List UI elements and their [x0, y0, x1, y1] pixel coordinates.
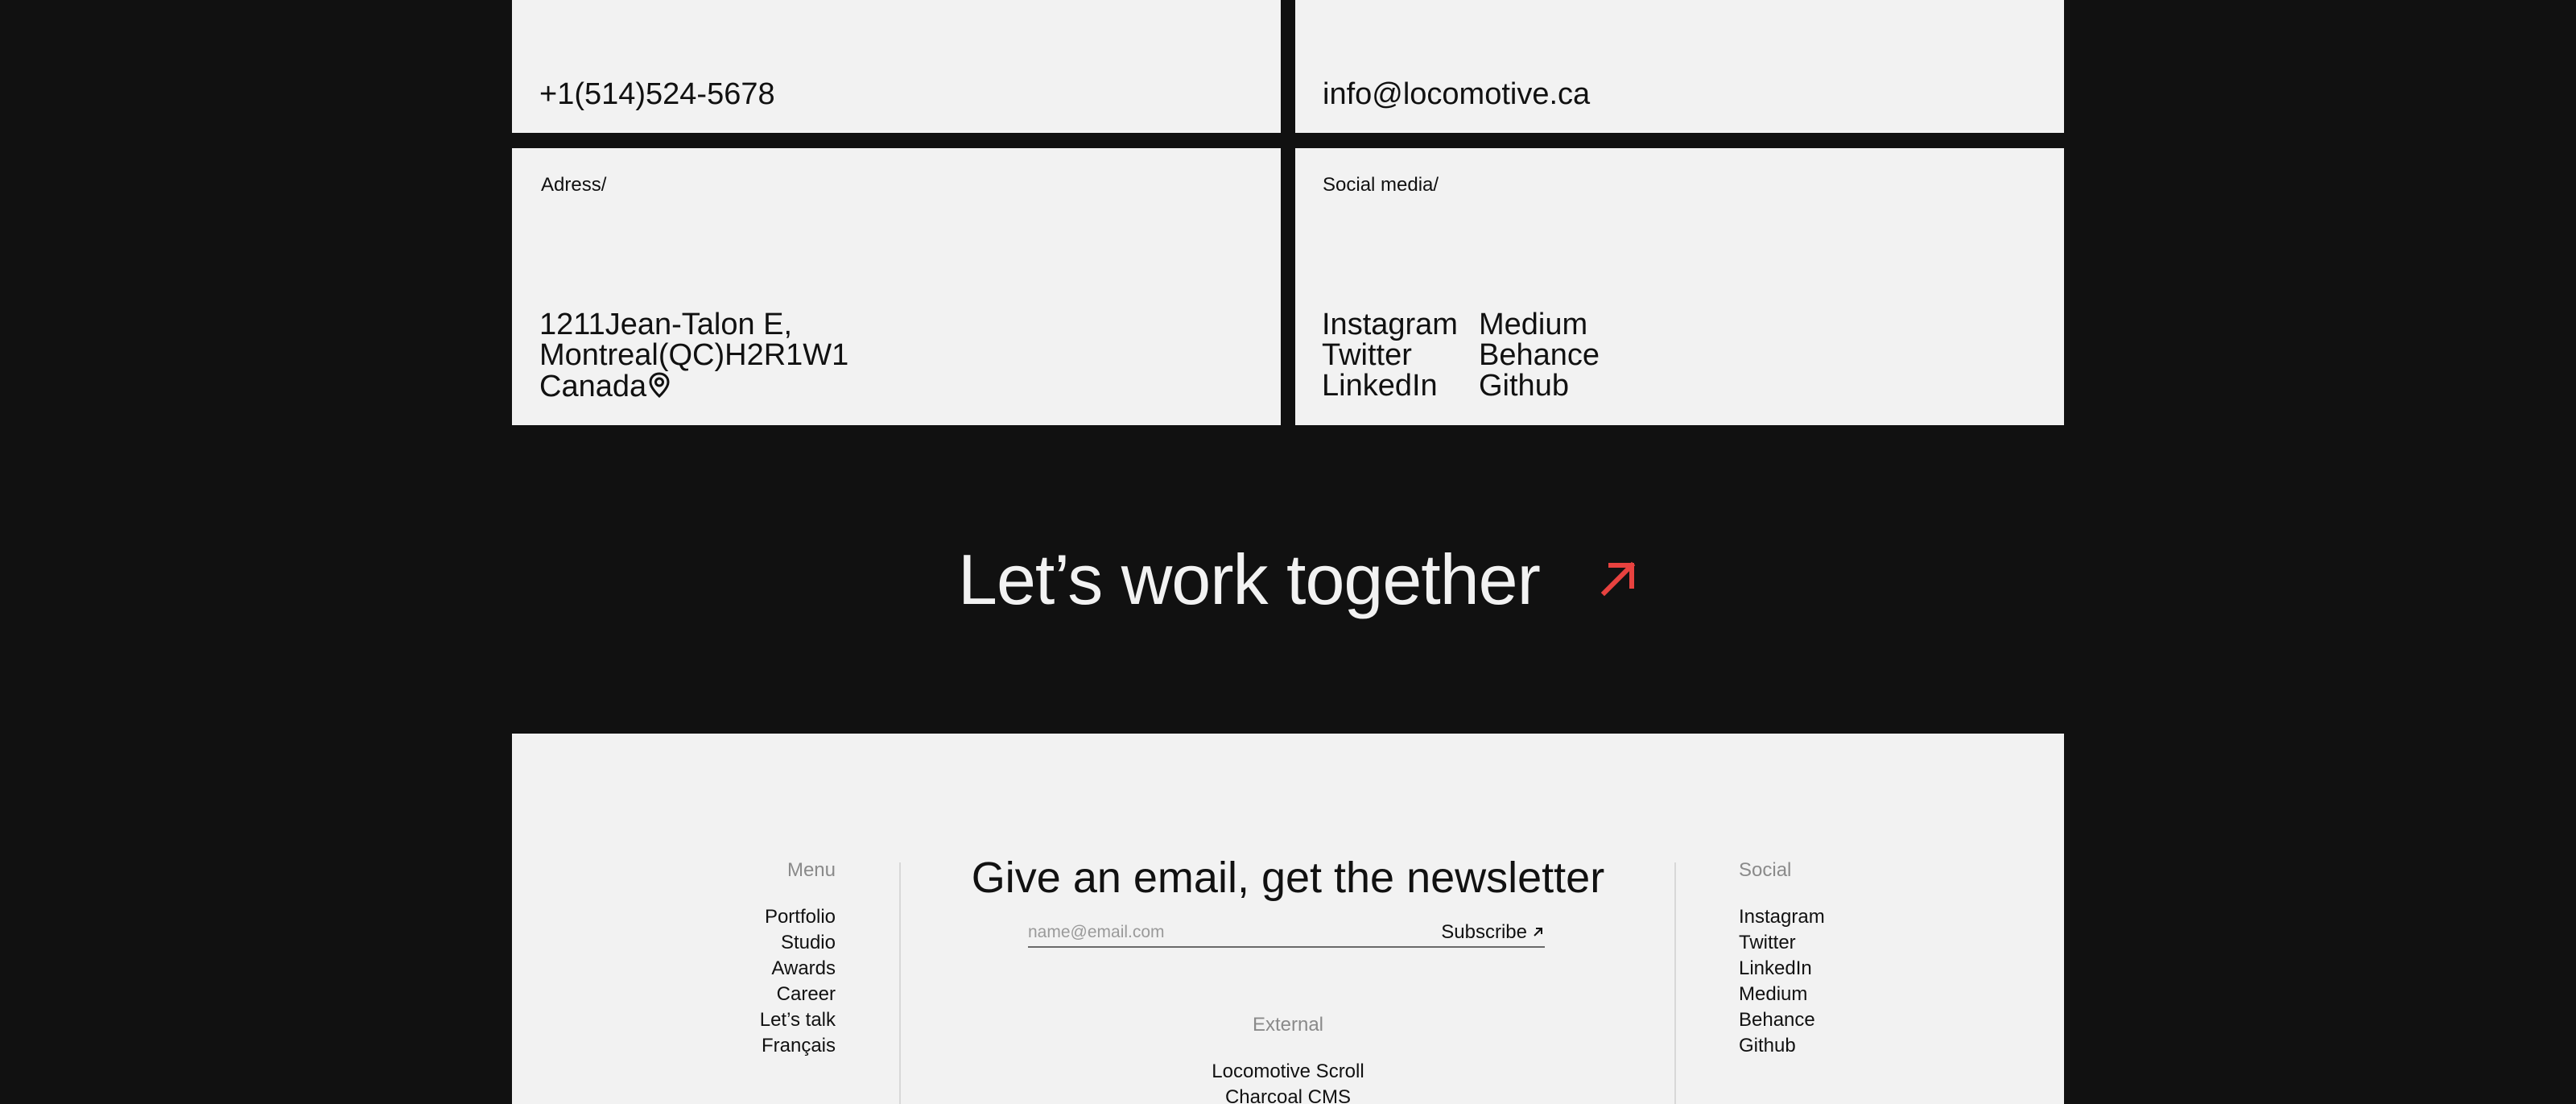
external-list — [512, 1059, 2064, 1104]
social-link-github[interactable]: Github — [1479, 369, 1569, 403]
menu-heading: Menu — [786, 859, 836, 881]
external-link-charcoal-cms[interactable]: Charcoal CMS — [1224, 1086, 1352, 1104]
social-link-instagram[interactable]: Instagram — [1322, 308, 1458, 341]
footer-social-list — [1739, 904, 1825, 1059]
external-heading: External — [1252, 1014, 1324, 1036]
social-link-behance[interactable]: Behance — [1479, 338, 1600, 372]
social-link-medium[interactable]: Medium — [1479, 308, 1588, 341]
social-media-label: Social media/ — [1323, 174, 1439, 196]
email-card — [1295, 0, 2064, 133]
lets-work-together-link[interactable] — [958, 540, 1640, 620]
menu-item-francais[interactable]: Français — [761, 1035, 836, 1056]
social-column-1 — [1322, 309, 1458, 401]
address-link[interactable] — [539, 309, 848, 402]
footer-social-medium[interactable]: Medium — [1739, 983, 1808, 1005]
menu-item-career[interactable]: Career — [776, 983, 836, 1005]
address-line-2: Montreal(QC)H2R1W1 — [539, 338, 849, 372]
newsletter-title: Give an email, get the newsletter — [971, 854, 1605, 902]
menu-item-awards[interactable]: Awards — [771, 957, 836, 979]
phone-link[interactable]: +1(514)524-5678 — [539, 77, 775, 111]
cta-text: Let’s work together — [958, 540, 1540, 619]
external-link-locomotive-scroll[interactable]: Locomotive Scroll — [1212, 1061, 1364, 1082]
social-heading: Social — [1739, 859, 1792, 881]
subscribe-button[interactable] — [1441, 921, 1545, 944]
arrow-up-right-small-icon — [1527, 921, 1545, 944]
newsletter-form — [1028, 919, 1545, 948]
footer-social-linkedin[interactable]: LinkedIn — [1739, 957, 1812, 979]
social-media-card — [1295, 148, 2064, 425]
social-link-linkedin[interactable]: LinkedIn — [1322, 369, 1438, 403]
address-card — [512, 148, 1281, 425]
email-link[interactable]: info@locomotive.ca — [1323, 77, 1591, 111]
menu-item-studio[interactable]: Studio — [780, 932, 836, 953]
email-input[interactable] — [1028, 919, 1390, 946]
footer-social-github[interactable]: Github — [1739, 1035, 1796, 1056]
footer — [512, 734, 2064, 1104]
social-column-2 — [1479, 309, 1600, 401]
menu-item-portfolio[interactable]: Portfolio — [764, 906, 836, 928]
subscribe-label: Subscribe — [1441, 921, 1527, 943]
address-line-1: 1211Jean-Talon E, — [539, 308, 793, 341]
footer-social-twitter[interactable]: Twitter — [1739, 932, 1796, 953]
address-line-3: Canada — [539, 369, 647, 403]
phone-card — [512, 0, 1281, 133]
address-line-3-wrap — [539, 370, 848, 402]
address-label: Adress/ — [541, 174, 607, 196]
social-link-twitter[interactable]: Twitter — [1322, 338, 1412, 372]
footer-social-behance[interactable]: Behance — [1739, 1009, 1815, 1031]
footer-social-instagram[interactable]: Instagram — [1739, 906, 1825, 928]
location-pin-icon — [648, 372, 671, 402]
arrow-up-right-icon — [1540, 557, 1640, 603]
menu-item-lets-talk[interactable]: Let’s talk — [759, 1009, 836, 1031]
